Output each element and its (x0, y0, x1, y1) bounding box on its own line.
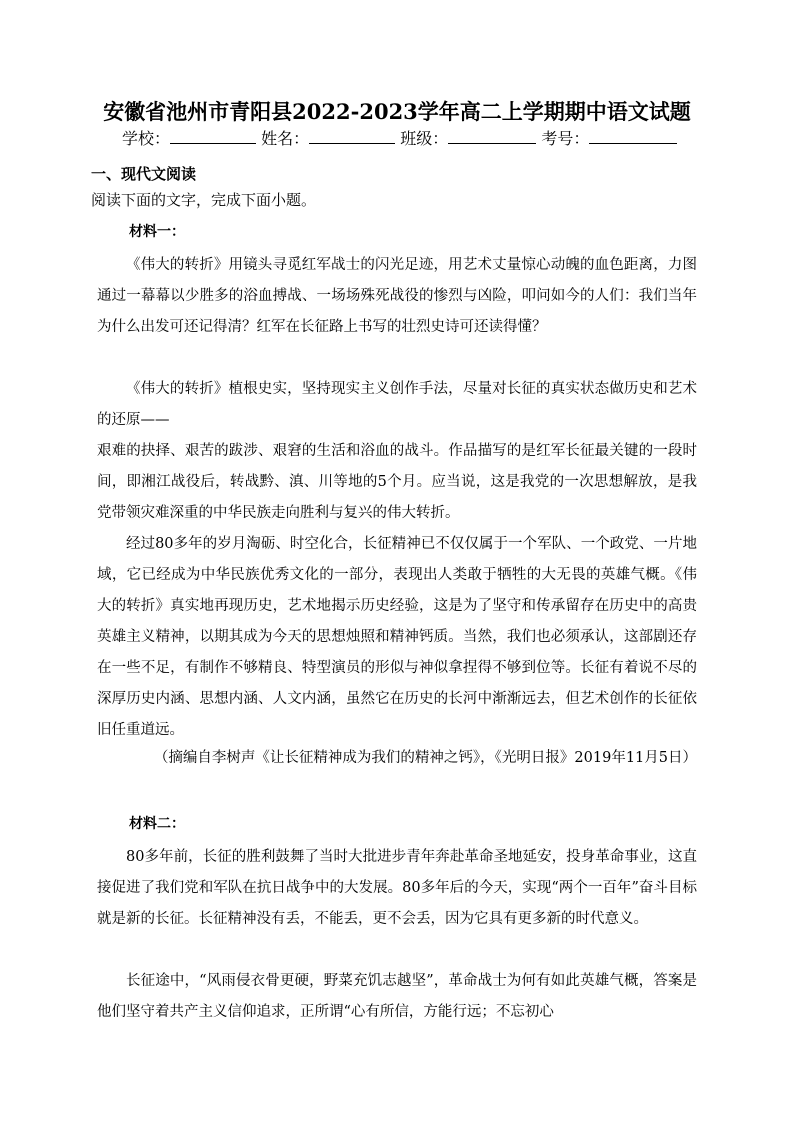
material2-label: 材料二： (129, 816, 185, 832)
page-title: 安徽省池州市青阳县2022-2023学年高二上学期期中语文试题 (103, 99, 691, 124)
material1-paragraph: 《伟大的转折》植根史实，坚持现实主义创作手法，尽量对长征的真实状态做历史和艺术的还原—— (97, 381, 697, 428)
school-blank[interactable] (170, 129, 256, 144)
school-label: 学校： (122, 129, 171, 148)
material2-paragraph: 80多年前，长征的胜利鼓舞了当时大批进步青年奔赴革命圣地延安，投身革命事业，这直接促进了我们党和军队在抗日战争中的大发展。80多年后的今天，实现“两个一百年”奋斗目标就是新的长征。长征精神没有丢，不能丢，更不会丢，因为它具有更多新的时代意义。 (97, 849, 697, 927)
section-heading: 一、现代文阅读 (91, 165, 197, 183)
instruction: 阅读下面的文字，完成下面小题。 (91, 191, 317, 209)
material1-label: 材料一： (129, 224, 185, 240)
name-label: 姓名： (261, 129, 310, 148)
exam-no-blank[interactable] (589, 129, 677, 144)
exam-no-label: 考号： (541, 129, 590, 148)
student-info-line (122, 126, 682, 149)
material1-paragraph: 《伟大的转折》用镜头寻觅红军战士的闪光足迹，用艺术丈量惊心动魄的血色距离，力图通过一幕幕以少胜多的浴血搏战、一场场殊死战役的惨烈与凶险，叩问如今的人们：我们当年为什么出发可还记得清？红军在长征路上书写的壮烈史诗可还读得懂？ (97, 257, 697, 335)
name-blank[interactable] (309, 129, 395, 144)
material2-paragraph: 长征途中，“风雨侵衣骨更硬，野菜充饥志越坚”，革命战士为何有如此英雄气概，答案是他们坚守着共产主义信仰追求，正所谓“心有所信，方能行远；不忘初心 (97, 973, 697, 1020)
material1-paragraph: 经过80多年的岁月淘砺、时空化合，长征精神已不仅仅属于一个军队、一个政党、一片地域，它已经成为中华民族优秀文化的一部分，表现出人类敢于牺牲的大无畏的英雄气概。《伟大的转折》真实地再现历史，艺术地揭示历史经验，这是为了坚守和传承留存在历史中的高贵英雄主义精神，以期其成为今天的思想烛照和精神钙质。当然，我们也必须承认，这部剧还存在一些不足，有制作不够精良、特型演员的形似与神似拿捏得不够到位等。长征有着说不尽的深厚历史内涵、思想内涵、人文内涵，虽然它在历史的长河中渐渐远去，但艺术创作的长征依旧任重道远。 (97, 536, 697, 738)
material1-paragraph: 艰难的抉择、艰苦的跋涉、艰窘的生活和浴血的战斗。作品描写的是红军长征最关键的一段时间，即湘江战役后，转战黔、滇、川等地的5个月。应当说，这是我党的一次思想解放，是我党带领灾难深重的中华民族走向胜利与复兴的伟大转折。 (97, 443, 697, 521)
class-blank[interactable] (448, 129, 536, 144)
material1-source: （摘编自李树声《让长征精神成为我们的精神之钙》，《光明日报》2019年11月5日） (153, 750, 697, 766)
class-label: 班级： (400, 129, 449, 148)
